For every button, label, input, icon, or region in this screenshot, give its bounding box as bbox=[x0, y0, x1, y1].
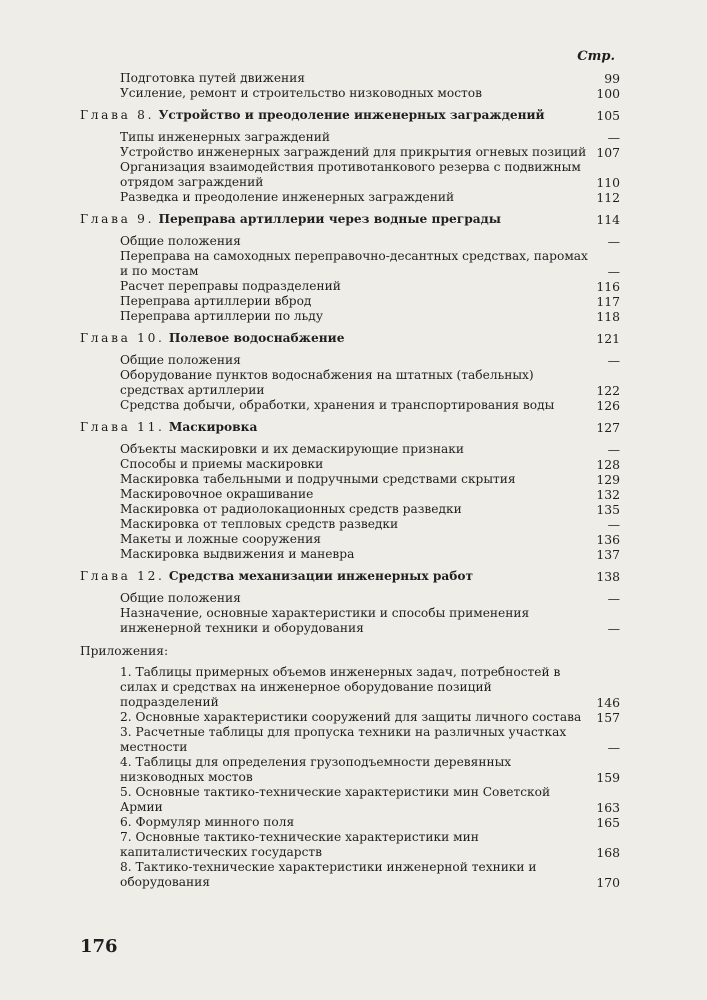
toc-item bbox=[80, 472, 620, 487]
toc-item-title: Расчет переправы подразделений bbox=[120, 279, 341, 293]
toc-page-number: 118 bbox=[596, 309, 620, 324]
toc-page-number: — bbox=[607, 621, 620, 636]
toc-page-number: 100 bbox=[596, 86, 620, 101]
toc-page-number: 105 bbox=[596, 108, 620, 123]
toc-item-title: Разведка и преодоление инженерных заграждений bbox=[120, 190, 455, 204]
toc-item bbox=[80, 442, 620, 457]
appendix-item bbox=[80, 860, 620, 890]
chapter-title: Устройство и преодоление инженерных заграждений bbox=[158, 108, 545, 122]
chapter-prefix: Глава 11. bbox=[80, 420, 165, 434]
toc-item-title: Маскировка от радиолокационных средств разведки bbox=[120, 502, 462, 516]
toc-item bbox=[80, 71, 620, 86]
appendix-item bbox=[80, 815, 620, 830]
toc-item bbox=[80, 145, 620, 160]
chapter-prefix: Глава 10. bbox=[80, 331, 165, 345]
chapter-prefix: Глава 8. bbox=[80, 108, 155, 122]
toc-item-title: Маскировочное окрашивание bbox=[120, 487, 314, 501]
appendix-title: Расчетные таблицы для пропуска техники на различных участках местности bbox=[120, 725, 567, 754]
toc-item bbox=[80, 309, 620, 324]
toc-item-title: Способы и приемы маскировки bbox=[120, 457, 324, 471]
toc-chapter bbox=[80, 420, 620, 435]
toc-item-title: Общие положения bbox=[120, 234, 241, 248]
toc-page-number: 168 bbox=[596, 845, 620, 860]
toc-page-number: 117 bbox=[596, 294, 620, 309]
toc-page-number: 99 bbox=[604, 71, 620, 86]
toc-item-title: Средства добычи, обработки, хранения и транспортирования воды bbox=[120, 398, 555, 412]
toc-chapter bbox=[80, 212, 620, 227]
appendix-title: Таблицы для определения грузоподъемности деревянных низководных мостов bbox=[120, 755, 512, 784]
toc-page-number: 132 bbox=[596, 487, 620, 502]
toc-page-number: 114 bbox=[596, 212, 620, 227]
appendix-number: 3. bbox=[120, 725, 132, 739]
toc-item-title: Устройство инженерных заграждений для прикрытия огневых позиций bbox=[120, 145, 587, 159]
chapter-prefix: Глава 12. bbox=[80, 569, 165, 583]
toc-page-number: — bbox=[607, 234, 620, 249]
appendix-number: 1. bbox=[120, 665, 132, 679]
appendix-title: Основные характеристики сооружений для защиты личного состава bbox=[135, 710, 582, 724]
toc-item bbox=[80, 353, 620, 368]
appendix-title: Формуляр минного поля bbox=[135, 815, 295, 829]
toc-item bbox=[80, 532, 620, 547]
toc-page-number: — bbox=[607, 517, 620, 532]
toc-page-number: 112 bbox=[596, 190, 620, 205]
toc-item bbox=[80, 502, 620, 517]
appendix-number: 4. bbox=[120, 755, 132, 769]
toc-page-number: 126 bbox=[596, 398, 620, 413]
toc-page-number: 129 bbox=[596, 472, 620, 487]
toc-item bbox=[80, 160, 620, 190]
appendix-title: Основные тактико-технические характеристики мин Советской Армии bbox=[120, 785, 551, 814]
toc-page-number: — bbox=[607, 130, 620, 145]
appendix-number: 2. bbox=[120, 710, 132, 724]
appendix-title: Основные тактико-технические характеристики мин капиталистических государств bbox=[120, 830, 479, 859]
appendix-number: 5. bbox=[120, 785, 132, 799]
toc-page-number: 107 bbox=[596, 145, 620, 160]
toc-chapter bbox=[80, 569, 620, 584]
toc-page-number: 165 bbox=[596, 815, 620, 830]
toc-page-number: 146 bbox=[596, 695, 620, 710]
toc-page-number: 157 bbox=[596, 710, 620, 725]
toc-item bbox=[80, 517, 620, 532]
toc-item bbox=[80, 487, 620, 502]
toc-page-number: 121 bbox=[596, 331, 620, 346]
toc-item bbox=[80, 234, 620, 249]
toc-item bbox=[80, 130, 620, 145]
toc-item-title: Усиление, ремонт и строительство низководных мостов bbox=[120, 86, 482, 100]
toc-page-number: 138 bbox=[596, 569, 620, 584]
toc-item-title: Переправа артиллерии по льду bbox=[120, 309, 323, 323]
toc-item-title: Общие положения bbox=[120, 591, 241, 605]
toc-item bbox=[80, 591, 620, 606]
toc-item-title: Маскировка табельными и подручными средствами скрытия bbox=[120, 472, 516, 486]
toc-item bbox=[80, 398, 620, 413]
appendix-item bbox=[80, 710, 620, 725]
toc-page-number: — bbox=[607, 442, 620, 457]
toc-chapter bbox=[80, 331, 620, 346]
appendix-item bbox=[80, 755, 620, 785]
toc-page-number: 128 bbox=[596, 457, 620, 472]
toc-item bbox=[80, 547, 620, 562]
chapter-prefix: Глава 9. bbox=[80, 212, 155, 226]
toc-item bbox=[80, 190, 620, 205]
chapter-title: Полевое водоснабжение bbox=[168, 331, 345, 345]
toc-chapter bbox=[80, 108, 620, 123]
toc-item-title: Типы инженерных заграждений bbox=[120, 130, 330, 144]
page-folio: 176 bbox=[80, 936, 118, 957]
appendix-number: 7. bbox=[120, 830, 132, 844]
toc-page-number: 170 bbox=[596, 875, 620, 890]
toc-item-title: Переправа на самоходных переправочно-десантных средствах, паромах и по мостам bbox=[120, 249, 588, 278]
appendix-heading: Приложения: bbox=[80, 644, 169, 658]
toc-item bbox=[80, 294, 620, 309]
toc-item-title: Маскировка выдвижения и маневра bbox=[120, 547, 355, 561]
toc-item bbox=[80, 249, 620, 279]
toc-item bbox=[80, 606, 620, 636]
chapter-title: Переправа артиллерии через водные преграды bbox=[158, 212, 501, 226]
toc-item-title: Объекты маскировки и их демаскирующие признаки bbox=[120, 442, 464, 456]
toc-page-number: 159 bbox=[596, 770, 620, 785]
appendix-item bbox=[80, 830, 620, 860]
appendix-item bbox=[80, 785, 620, 815]
toc-page-number: 136 bbox=[596, 532, 620, 547]
toc-page-number: 135 bbox=[596, 502, 620, 517]
toc-item bbox=[80, 368, 620, 398]
toc-item-title: Переправа артиллерии вброд bbox=[120, 294, 312, 308]
toc-page-number: 163 bbox=[596, 800, 620, 815]
toc-page-number: — bbox=[607, 353, 620, 368]
appendix-title: Тактико-технические характеристики инженерной техники и оборудования bbox=[120, 860, 537, 889]
toc-page-number: 137 bbox=[596, 547, 620, 562]
toc-item bbox=[80, 86, 620, 101]
toc-page-number: 116 bbox=[596, 279, 620, 294]
toc-item-title: Оборудование пунктов водоснабжения на штатных (табельных) средствах артиллерии bbox=[120, 368, 534, 397]
toc-item-title: Маскировка от тепловых средств разведки bbox=[120, 517, 399, 531]
toc-page-number: — bbox=[607, 591, 620, 606]
chapter-title: Средства механизации инженерных работ bbox=[168, 569, 474, 583]
toc-item-title: Назначение, основные характеристики и способы применения инженерной техники и оборудования bbox=[120, 606, 530, 635]
toc-page-number: 127 bbox=[596, 420, 620, 435]
toc-item-title: Макеты и ложные сооружения bbox=[120, 532, 321, 546]
table-of-contents bbox=[80, 71, 620, 890]
toc-item-title: Подготовка путей движения bbox=[120, 71, 305, 85]
chapter-title: Маскировка bbox=[168, 420, 258, 434]
toc-page-number: 110 bbox=[596, 175, 620, 190]
appendix-title: Таблицы примерных объемов инженерных задач, потребностей в силах и средствах на инженерное оборудование позиций подразделений bbox=[120, 665, 561, 709]
toc-item-title: Организация взаимодействия противотанкового резерва с подвижным отрядом заграждений bbox=[120, 160, 581, 189]
toc-page-number: — bbox=[607, 264, 620, 279]
appendix-number: 8. bbox=[120, 860, 132, 874]
page-column-label: Стр. bbox=[577, 49, 615, 64]
appendix-item bbox=[80, 665, 620, 710]
toc-page-number: — bbox=[607, 740, 620, 755]
toc-item bbox=[80, 457, 620, 472]
toc-item bbox=[80, 279, 620, 294]
appendix-number: 6. bbox=[120, 815, 132, 829]
appendix-item bbox=[80, 725, 620, 755]
toc-page-number: 122 bbox=[596, 383, 620, 398]
toc-item-title: Общие положения bbox=[120, 353, 241, 367]
